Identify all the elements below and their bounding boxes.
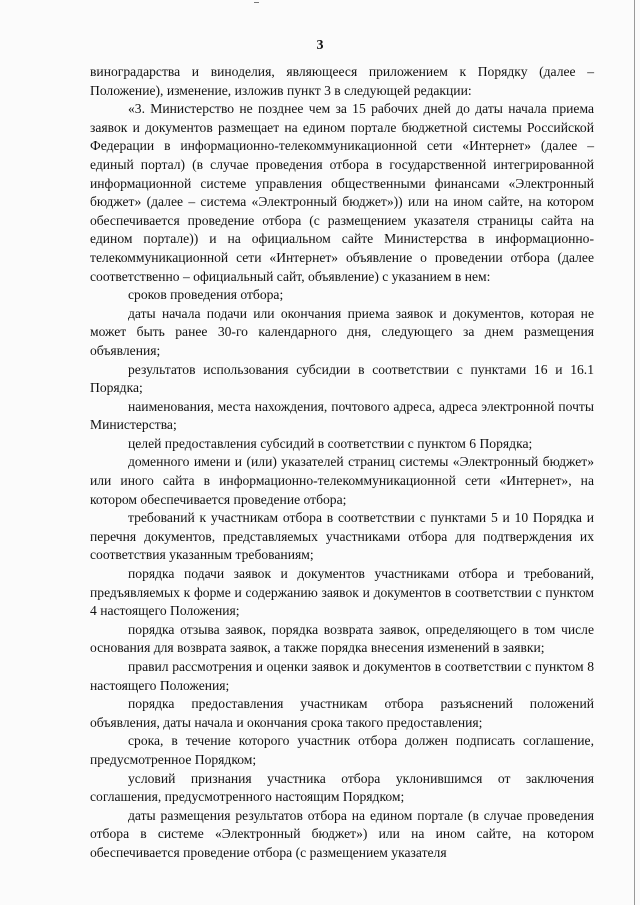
- paragraph: наименования, места нахождения, почтового адреса, адреса электронной почты Министерства;: [90, 398, 594, 433]
- paragraph: целей предоставления субсидий в соответствии с пунктом 6 Порядка;: [128, 435, 533, 451]
- paragraph: даты начала подачи или окончания приема заявок и документов, которая не может быть ранее 30-го календарного дня, следующего за днем размещения объявления;: [90, 305, 594, 358]
- paragraph: порядка подачи заявок и документов участниками отбора и требований, предъявляемых к форме и содержанию заявок и документов в соответствии с пунктом 4 настоящего Положения;: [90, 566, 594, 619]
- scan-artifact-right-edge: [634, 0, 635, 905]
- paragraph: требований к участникам отбора в соответствии с пунктами 5 и 10 Порядка и перечня документов, представляемых участниками отбора для подтверждения их соответствия указанным требованиям;: [90, 510, 594, 563]
- paragraph: «3. Министерство не позднее чем за 15 рабочих дней до даты начала приема заявок и документов размещает на едином портале бюджетной системы Российской Федерации в информационно-телекоммуникационной сети «Интернет» (далее – единый портал) (в случае проведения отбора в государственной интегрированной информационной системе управления общественными финансами «Электронный бюджет» (далее – система «Электронный бюджет»)) или на ином сайте, на котором обеспечивается проведение отбора (с размещением указателя страницы сайта на едином портале)) и на официальном сайте Министерства в информационно-телекоммуникационной сети «Интернет» объявление о проведении отбора (далее соответственно – официальный сайт, объявление) с указанием в нем:: [90, 101, 594, 284]
- paragraph: условий признания участника отбора уклонившимся от заключения соглашения, предусмотренного настоящим Порядком;: [90, 770, 594, 805]
- paragraph: результатов использования субсидии в соответствии с пунктами 16 и 16.1 Порядка;: [90, 361, 594, 396]
- paragraph: доменного имени и (или) указателей страниц системы «Электронный бюджет» или иного сайта в информационно-телекоммуникационной сети «Интернет», на котором обеспечивается проведение отбора;: [90, 454, 594, 507]
- paragraph: порядка отзыва заявок, порядка возврата заявок, определяющего в том числе основания для возврата заявок, а также порядка внесения изменений в заявки;: [90, 621, 594, 656]
- paragraph: порядка предоставления участникам отбора разъяснений положений объявления, даты начала и окончания срока такого предоставления;: [90, 696, 594, 730]
- document-body: [90, 63, 594, 863]
- page-number: 3: [316, 38, 324, 53]
- paragraph: даты размещения результатов отбора на едином портале (в случае проведения отбора в системе «Электронный бюджет») или на ином сайте, на котором обеспечивается проведение отбора (с размещением указателя: [90, 807, 594, 860]
- paragraph: срока, в течение которого участник отбора должен подписать соглашение, предусмотренное Порядком;: [90, 733, 594, 767]
- scan-artifact-top: [254, 2, 259, 3]
- paragraph: виноградарства и виноделия, являющееся приложением к Порядку (далее – Положение), изменение, изложив пункт 3 в следующей редакции:: [90, 64, 594, 98]
- paragraph: сроков проведения отбора;: [128, 287, 284, 303]
- paragraph: правил рассмотрения и оценки заявок и документов в соответствии с пунктом 8 настоящего Положения;: [90, 659, 594, 693]
